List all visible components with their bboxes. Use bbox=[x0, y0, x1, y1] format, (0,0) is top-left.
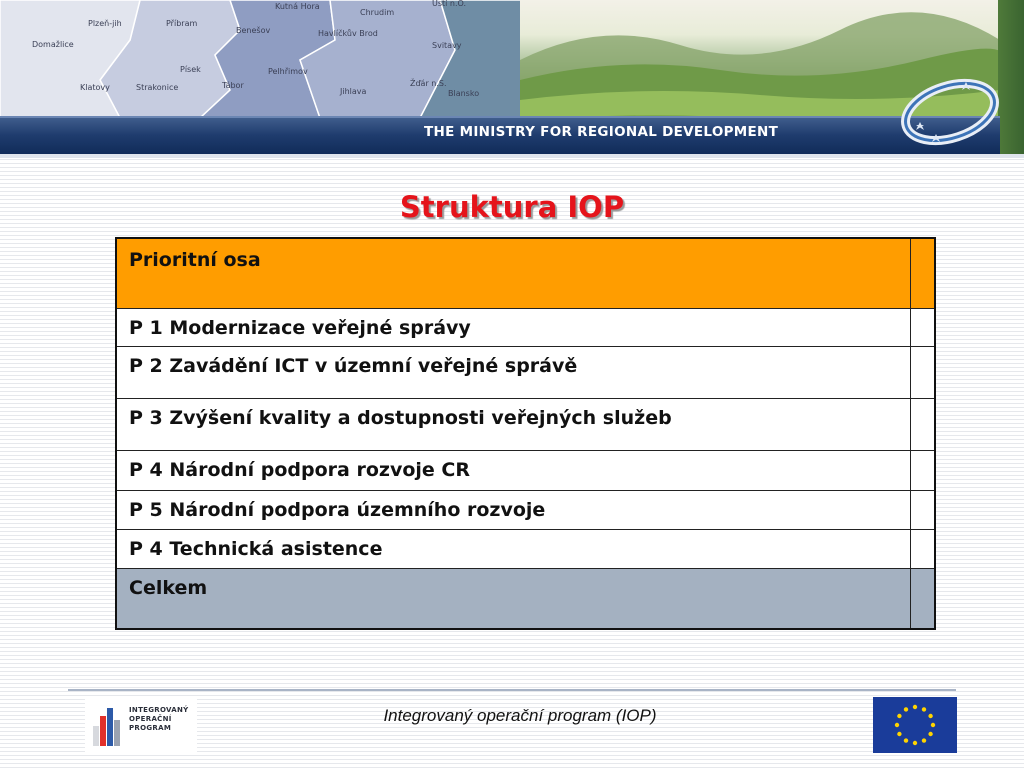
map-label: Kutná Hora bbox=[275, 2, 320, 11]
map-label: Chrudim bbox=[360, 8, 395, 17]
header-label: Prioritní osa bbox=[129, 249, 261, 271]
table-empty-cell bbox=[911, 346, 936, 398]
map-label: Pelhřimov bbox=[268, 67, 308, 76]
map-label: Ústí n.O. bbox=[432, 0, 467, 8]
map-label: Benešov bbox=[236, 26, 271, 35]
map-label: Jihlava bbox=[340, 87, 367, 96]
table-empty-cell bbox=[911, 398, 936, 450]
structure-table bbox=[115, 237, 936, 630]
table-total-cell bbox=[116, 569, 911, 629]
banner-bottom-strip bbox=[0, 154, 1024, 158]
table-row bbox=[116, 451, 935, 491]
table-cell bbox=[116, 491, 911, 530]
eu-flag-icon bbox=[873, 697, 957, 753]
row-label: P 4 Národní podpora rozvoje CR bbox=[129, 459, 470, 482]
map-label: Klatovy bbox=[80, 83, 110, 92]
row-label: P 2 Zavádění ICT v územní veřejné správě bbox=[129, 354, 578, 377]
table-cell bbox=[116, 346, 911, 398]
table-header-cell bbox=[116, 238, 911, 308]
iop-logo-line: PROGRAM bbox=[129, 724, 172, 732]
footer-caption: Integrovaný operační program (IOP) bbox=[383, 706, 657, 725]
table-cell bbox=[116, 398, 911, 450]
eu-ring-logo-icon bbox=[892, 72, 1002, 152]
footer-divider bbox=[68, 689, 956, 691]
table-total-row bbox=[116, 569, 935, 629]
map-label: Strakonice bbox=[136, 83, 179, 92]
table-total-empty-cell bbox=[911, 569, 936, 629]
map-label: Tábor bbox=[222, 81, 244, 90]
row-label: P 4 Technická asistence bbox=[129, 538, 383, 561]
region-map bbox=[0, 0, 560, 118]
map-label: Svitavy bbox=[432, 41, 462, 50]
map-label: Domažlice bbox=[32, 40, 74, 49]
map-label: Příbram bbox=[166, 19, 198, 28]
table-empty-cell bbox=[911, 530, 936, 569]
table-row bbox=[116, 308, 935, 346]
map-label: Plzeň-jih bbox=[88, 19, 122, 28]
header-banner bbox=[0, 0, 1024, 158]
map-label: Písek bbox=[180, 65, 201, 74]
iop-logo-line: INTEGROVANÝ bbox=[129, 706, 189, 714]
iop-logo-line: OPERAČNÍ bbox=[129, 715, 172, 723]
table-header-row bbox=[116, 238, 935, 308]
table-empty-cell bbox=[911, 451, 936, 491]
table-cell bbox=[116, 308, 911, 346]
table-row bbox=[116, 398, 935, 450]
page-title: Struktura IOP bbox=[399, 190, 625, 224]
table-cell bbox=[116, 530, 911, 569]
row-label: P 5 Národní podpora územního rozvoje bbox=[129, 499, 546, 522]
map-label: Žďár n.S. bbox=[410, 79, 447, 88]
table-row bbox=[116, 530, 935, 569]
ministry-name: THE MINISTRY FOR REGIONAL DEVELOPMENT bbox=[424, 124, 779, 140]
map-illustration bbox=[0, 0, 560, 118]
total-label: Celkem bbox=[129, 577, 208, 600]
row-label: P 1 Modernizace veřejné správy bbox=[129, 316, 471, 339]
map-label: Blansko bbox=[448, 89, 480, 98]
map-label: Havlíčkův Brod bbox=[318, 29, 378, 38]
table-empty-cell bbox=[911, 308, 936, 346]
table-cell bbox=[116, 451, 911, 491]
table-empty-cell bbox=[911, 491, 936, 530]
table-row bbox=[116, 346, 935, 398]
row-label: P 3 Zvýšení kvality a dostupnosti veřejných služeb bbox=[129, 406, 672, 429]
table-header-empty-cell bbox=[911, 238, 936, 308]
table-row bbox=[116, 491, 935, 530]
